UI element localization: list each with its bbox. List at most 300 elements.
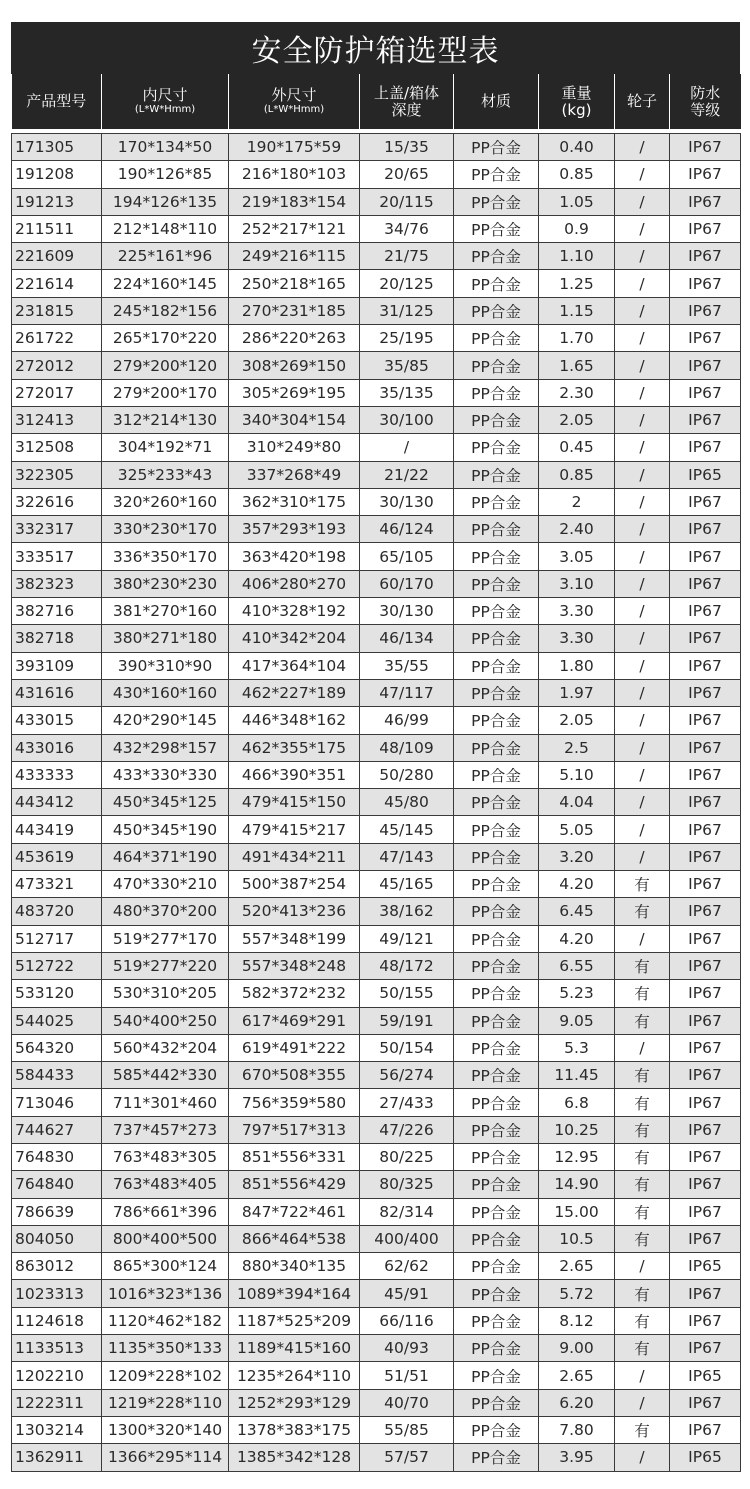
cell-model: 191208	[12, 161, 102, 188]
cell-outer-size: 1385*342*128	[229, 1444, 360, 1471]
cell-material: PP合金	[454, 789, 539, 816]
cell-weight: 1.97	[539, 679, 615, 706]
cell-weight: 9.00	[539, 1335, 615, 1362]
table-row	[12, 789, 741, 816]
header-weight: 重量 (kg)	[539, 74, 615, 129]
cell-waterproof: IP67	[670, 1007, 741, 1034]
cell-material: PP合金	[454, 761, 539, 788]
cell-depth: 50/154	[360, 1034, 454, 1061]
cell-outer-size: 362*310*175	[229, 488, 360, 515]
cell-model: 483720	[12, 898, 102, 925]
cell-wheels: /	[615, 625, 670, 652]
cell-inner-size: 380*230*230	[102, 570, 229, 597]
cell-outer-size: 406*280*270	[229, 570, 360, 597]
table-row	[12, 1143, 741, 1170]
cell-inner-size: 304*192*71	[102, 434, 229, 461]
header-wheels: 轮子	[615, 74, 670, 129]
cell-material: PP合金	[454, 1307, 539, 1334]
cell-material: PP合金	[454, 434, 539, 461]
cell-weight: 1.10	[539, 243, 615, 270]
cell-model: 1202210	[12, 1362, 102, 1389]
cell-weight: 0.85	[539, 161, 615, 188]
cell-model: 1124618	[12, 1307, 102, 1334]
cell-waterproof: IP67	[670, 707, 741, 734]
cell-depth: 65/105	[360, 543, 454, 570]
cell-material: PP合金	[454, 1171, 539, 1198]
cell-model: 382323	[12, 570, 102, 597]
cell-weight: 3.30	[539, 598, 615, 625]
cell-weight: 5.05	[539, 816, 615, 843]
cell-waterproof: IP67	[670, 1143, 741, 1170]
cell-depth: 80/225	[360, 1143, 454, 1170]
cell-material: PP合金	[454, 406, 539, 433]
cell-waterproof: IP67	[670, 543, 741, 570]
cell-material: PP合金	[454, 570, 539, 597]
cell-material: PP合金	[454, 1007, 539, 1034]
cell-wheels: 有	[615, 1225, 670, 1252]
table-row	[12, 1362, 741, 1389]
page-title: 安全防护箱选型表	[11, 22, 740, 74]
cell-waterproof: IP67	[670, 598, 741, 625]
cell-waterproof: IP67	[670, 297, 741, 324]
cell-inner-size: 737*457*273	[102, 1116, 229, 1143]
cell-model: 584433	[12, 1062, 102, 1089]
cell-depth: 47/143	[360, 843, 454, 870]
cell-wheels: /	[615, 161, 670, 188]
cell-weight: 1.25	[539, 270, 615, 297]
table-row	[12, 598, 741, 625]
cell-weight: 2.30	[539, 379, 615, 406]
cell-material: PP合金	[454, 516, 539, 543]
cell-material: PP合金	[454, 1062, 539, 1089]
cell-depth: 40/70	[360, 1389, 454, 1416]
cell-waterproof: IP65	[670, 1444, 741, 1471]
cell-depth: 66/116	[360, 1307, 454, 1334]
cell-waterproof: IP67	[670, 816, 741, 843]
cell-inner-size: 336*350*170	[102, 543, 229, 570]
cell-waterproof: IP67	[670, 406, 741, 433]
cell-inner-size: 1300*320*140	[102, 1416, 229, 1443]
cell-weight: 3.30	[539, 625, 615, 652]
cell-inner-size: 763*483*405	[102, 1171, 229, 1198]
cell-outer-size: 756*359*580	[229, 1089, 360, 1116]
table-row	[12, 734, 741, 761]
cell-material: PP合金	[454, 898, 539, 925]
cell-outer-size: 797*517*313	[229, 1116, 360, 1143]
cell-depth: 57/57	[360, 1444, 454, 1471]
cell-inner-size: 1366*295*114	[102, 1444, 229, 1471]
table-row	[12, 952, 741, 979]
cell-wheels: 有	[615, 1198, 670, 1225]
cell-inner-size: 190*126*85	[102, 161, 229, 188]
cell-model: 332317	[12, 516, 102, 543]
cell-inner-size: 450*345*190	[102, 816, 229, 843]
cell-wheels: /	[615, 761, 670, 788]
cell-outer-size: 1187*525*209	[229, 1307, 360, 1334]
cell-material: PP合金	[454, 1116, 539, 1143]
cell-depth: 48/172	[360, 952, 454, 979]
cell-inner-size: 265*170*220	[102, 325, 229, 352]
cell-model: 191213	[12, 188, 102, 215]
header-outer-size: 外尺寸 (L*W*Hmm)	[229, 74, 360, 129]
cell-outer-size: 286*220*263	[229, 325, 360, 352]
cell-model: 382718	[12, 625, 102, 652]
cell-wheels: 有	[615, 1280, 670, 1307]
cell-depth: 20/125	[360, 270, 454, 297]
cell-inner-size: 800*400*500	[102, 1225, 229, 1252]
cell-outer-size: 357*293*193	[229, 516, 360, 543]
cell-wheels: /	[615, 843, 670, 870]
cell-outer-size: 308*269*150	[229, 352, 360, 379]
cell-inner-size: 225*161*96	[102, 243, 229, 270]
cell-depth: 62/62	[360, 1253, 454, 1280]
cell-waterproof: IP67	[670, 1280, 741, 1307]
cell-outer-size: 1252*293*129	[229, 1389, 360, 1416]
cell-material: PP合金	[454, 1335, 539, 1362]
cell-depth: 45/165	[360, 871, 454, 898]
cell-weight: 5.23	[539, 980, 615, 1007]
cell-depth: 27/433	[360, 1089, 454, 1116]
table-row	[12, 1171, 741, 1198]
cell-model: 473321	[12, 871, 102, 898]
cell-outer-size: 410*342*204	[229, 625, 360, 652]
cell-weight: 3.20	[539, 843, 615, 870]
cell-inner-size: 560*432*204	[102, 1034, 229, 1061]
cell-inner-size: 245*182*156	[102, 297, 229, 324]
cell-weight: 14.90	[539, 1171, 615, 1198]
table-row	[12, 434, 741, 461]
cell-waterproof: IP67	[670, 1335, 741, 1362]
cell-wheels: /	[615, 270, 670, 297]
cell-material: PP合金	[454, 980, 539, 1007]
cell-depth: 35/55	[360, 652, 454, 679]
cell-weight: 2.65	[539, 1362, 615, 1389]
cell-model: 312508	[12, 434, 102, 461]
cell-wheels: /	[615, 488, 670, 515]
cell-depth: 30/130	[360, 598, 454, 625]
cell-wheels: /	[615, 379, 670, 406]
cell-model: 433333	[12, 761, 102, 788]
cell-depth: 400/400	[360, 1225, 454, 1252]
cell-outer-size: 216*180*103	[229, 161, 360, 188]
cell-depth: 59/191	[360, 1007, 454, 1034]
table-row	[12, 1062, 741, 1089]
cell-outer-size: 340*304*154	[229, 406, 360, 433]
cell-inner-size: 763*483*305	[102, 1143, 229, 1170]
cell-depth: 40/93	[360, 1335, 454, 1362]
cell-inner-size: 450*345*125	[102, 789, 229, 816]
header-depth: 上盖/箱体 深度	[360, 74, 454, 129]
cell-outer-size: 866*464*538	[229, 1225, 360, 1252]
cell-inner-size: 464*371*190	[102, 843, 229, 870]
cell-depth: 20/65	[360, 161, 454, 188]
cell-weight: 4.20	[539, 925, 615, 952]
header-row	[12, 74, 741, 129]
cell-model: 764830	[12, 1143, 102, 1170]
table-row	[12, 1444, 741, 1471]
cell-wheels: 有	[615, 1143, 670, 1170]
cell-model: 322616	[12, 488, 102, 515]
cell-depth: 38/162	[360, 898, 454, 925]
cell-model: 393109	[12, 652, 102, 679]
cell-model: 231815	[12, 297, 102, 324]
cell-weight: 10.5	[539, 1225, 615, 1252]
cell-outer-size: 617*469*291	[229, 1007, 360, 1034]
cell-waterproof: IP67	[670, 652, 741, 679]
cell-wheels: /	[615, 188, 670, 215]
cell-model: 431616	[12, 679, 102, 706]
cell-inner-size: 224*160*145	[102, 270, 229, 297]
header-model: 产品型号	[12, 74, 102, 129]
cell-wheels: 有	[615, 871, 670, 898]
cell-waterproof: IP67	[670, 352, 741, 379]
cell-inner-size: 786*661*396	[102, 1198, 229, 1225]
cell-inner-size: 1209*228*102	[102, 1362, 229, 1389]
table-row	[12, 871, 741, 898]
cell-outer-size: 219*183*154	[229, 188, 360, 215]
cell-wheels: 有	[615, 1007, 670, 1034]
cell-outer-size: 337*268*49	[229, 461, 360, 488]
cell-inner-size: 519*277*220	[102, 952, 229, 979]
cell-material: PP合金	[454, 1198, 539, 1225]
cell-outer-size: 190*175*59	[229, 134, 360, 161]
cell-waterproof: IP67	[670, 625, 741, 652]
table-row	[12, 1253, 741, 1280]
cell-inner-size: 380*271*180	[102, 625, 229, 652]
cell-waterproof: IP67	[670, 761, 741, 788]
cell-outer-size: 1189*415*160	[229, 1335, 360, 1362]
cell-weight: 9.05	[539, 1007, 615, 1034]
cell-waterproof: IP67	[670, 215, 741, 242]
cell-outer-size: 462*227*189	[229, 679, 360, 706]
cell-model: 453619	[12, 843, 102, 870]
cell-weight: 4.04	[539, 789, 615, 816]
table-row	[12, 980, 741, 1007]
cell-material: PP合金	[454, 952, 539, 979]
cell-wheels: 有	[615, 1171, 670, 1198]
cell-inner-size: 711*301*460	[102, 1089, 229, 1116]
cell-outer-size: 410*328*192	[229, 598, 360, 625]
cell-weight: 6.20	[539, 1389, 615, 1416]
cell-weight: 5.3	[539, 1034, 615, 1061]
cell-outer-size: 305*269*195	[229, 379, 360, 406]
cell-wheels: /	[615, 1389, 670, 1416]
cell-wheels: /	[615, 570, 670, 597]
cell-weight: 12.95	[539, 1143, 615, 1170]
cell-depth: 47/117	[360, 679, 454, 706]
cell-weight: 0.85	[539, 461, 615, 488]
cell-waterproof: IP67	[670, 379, 741, 406]
cell-wheels: /	[615, 297, 670, 324]
cell-wheels: /	[615, 461, 670, 488]
cell-waterproof: IP67	[670, 1198, 741, 1225]
cell-wheels: /	[615, 734, 670, 761]
cell-outer-size: 479*415*217	[229, 816, 360, 843]
cell-model: 221614	[12, 270, 102, 297]
cell-wheels: /	[615, 1253, 670, 1280]
cell-material: PP合金	[454, 488, 539, 515]
cell-outer-size: 851*556*331	[229, 1143, 360, 1170]
cell-material: PP合金	[454, 843, 539, 870]
cell-waterproof: IP65	[670, 1362, 741, 1389]
cell-model: 1023313	[12, 1280, 102, 1307]
cell-inner-size: 1120*462*182	[102, 1307, 229, 1334]
cell-waterproof: IP67	[670, 243, 741, 270]
cell-wheels: 有	[615, 1089, 670, 1116]
cell-depth: 31/125	[360, 297, 454, 324]
cell-outer-size: 249*216*115	[229, 243, 360, 270]
cell-wheels: 有	[615, 898, 670, 925]
table-row	[12, 188, 741, 215]
cell-waterproof: IP67	[670, 1307, 741, 1334]
cell-outer-size: 466*390*351	[229, 761, 360, 788]
cell-material: PP合金	[454, 1416, 539, 1443]
cell-weight: 6.8	[539, 1089, 615, 1116]
cell-weight: 8.12	[539, 1307, 615, 1334]
cell-waterproof: IP67	[670, 980, 741, 1007]
table-row	[12, 406, 741, 433]
cell-inner-size: 1016*323*136	[102, 1280, 229, 1307]
cell-weight: 1.15	[539, 297, 615, 324]
cell-material: PP合金	[454, 1034, 539, 1061]
cell-material: PP合金	[454, 1280, 539, 1307]
cell-material: PP合金	[454, 543, 539, 570]
cell-outer-size: 619*491*222	[229, 1034, 360, 1061]
cell-weight: 11.45	[539, 1062, 615, 1089]
cell-waterproof: IP67	[670, 1389, 741, 1416]
cell-waterproof: IP67	[670, 270, 741, 297]
cell-material: PP合金	[454, 1143, 539, 1170]
cell-weight: 2.05	[539, 406, 615, 433]
table-row	[12, 543, 741, 570]
cell-waterproof: IP67	[670, 898, 741, 925]
cell-waterproof: IP67	[670, 734, 741, 761]
cell-outer-size: 446*348*162	[229, 707, 360, 734]
cell-weight: 2.5	[539, 734, 615, 761]
cell-wheels: /	[615, 816, 670, 843]
cell-wheels: /	[615, 1034, 670, 1061]
cell-material: PP合金	[454, 379, 539, 406]
cell-outer-size: 1378*383*175	[229, 1416, 360, 1443]
cell-outer-size: 500*387*254	[229, 871, 360, 898]
cell-waterproof: IP67	[670, 134, 741, 161]
cell-depth: 21/75	[360, 243, 454, 270]
cell-waterproof: IP67	[670, 1416, 741, 1443]
table-row	[12, 379, 741, 406]
table-row	[12, 243, 741, 270]
cell-wheels: /	[615, 516, 670, 543]
cell-inner-size: 279*200*120	[102, 352, 229, 379]
table-header	[12, 74, 741, 129]
cell-wheels: /	[615, 789, 670, 816]
table-row	[12, 352, 741, 379]
cell-inner-size: 530*310*205	[102, 980, 229, 1007]
cell-inner-size: 390*310*90	[102, 652, 229, 679]
cell-depth: 82/314	[360, 1198, 454, 1225]
cell-material: PP合金	[454, 161, 539, 188]
table-row	[12, 1225, 741, 1252]
cell-model: 433016	[12, 734, 102, 761]
cell-outer-size: 557*348*248	[229, 952, 360, 979]
cell-depth: 60/170	[360, 570, 454, 597]
cell-inner-size: 432*298*157	[102, 734, 229, 761]
cell-model: 533120	[12, 980, 102, 1007]
cell-wheels: /	[615, 543, 670, 570]
cell-outer-size: 310*249*80	[229, 434, 360, 461]
cell-material: PP合金	[454, 215, 539, 242]
cell-model: 713046	[12, 1089, 102, 1116]
cell-inner-size: 325*233*43	[102, 461, 229, 488]
cell-model: 433015	[12, 707, 102, 734]
cell-weight: 10.25	[539, 1116, 615, 1143]
cell-outer-size: 270*231*185	[229, 297, 360, 324]
cell-inner-size: 381*270*160	[102, 598, 229, 625]
cell-wheels: 有	[615, 952, 670, 979]
cell-wheels: /	[615, 352, 670, 379]
cell-waterproof: IP67	[670, 434, 741, 461]
spec-sheet	[11, 22, 740, 1472]
header-material: 材质	[454, 74, 539, 129]
cell-weight: 2.05	[539, 707, 615, 734]
cell-depth: 45/91	[360, 1280, 454, 1307]
cell-inner-size: 585*442*330	[102, 1062, 229, 1089]
table-row	[12, 925, 741, 952]
cell-depth: 46/99	[360, 707, 454, 734]
table-row	[12, 134, 741, 161]
cell-model: 544025	[12, 1007, 102, 1034]
cell-model: 1303214	[12, 1416, 102, 1443]
cell-inner-size: 420*290*145	[102, 707, 229, 734]
cell-model: 804050	[12, 1225, 102, 1252]
cell-material: PP合金	[454, 461, 539, 488]
cell-depth: 80/325	[360, 1171, 454, 1198]
cell-weight: 1.05	[539, 188, 615, 215]
cell-waterproof: IP67	[670, 161, 741, 188]
cell-outer-size: 880*340*135	[229, 1253, 360, 1280]
cell-waterproof: IP67	[670, 570, 741, 597]
cell-material: PP合金	[454, 1444, 539, 1471]
cell-model: 744627	[12, 1116, 102, 1143]
cell-depth: 45/80	[360, 789, 454, 816]
cell-material: PP合金	[454, 270, 539, 297]
cell-depth: 35/135	[360, 379, 454, 406]
cell-inner-size: 312*214*130	[102, 406, 229, 433]
cell-waterproof: IP65	[670, 1253, 741, 1280]
cell-waterproof: IP67	[670, 789, 741, 816]
cell-weight: 1.70	[539, 325, 615, 352]
cell-depth: 50/280	[360, 761, 454, 788]
table-row	[12, 270, 741, 297]
cell-wheels: /	[615, 1362, 670, 1389]
cell-depth: /	[360, 434, 454, 461]
cell-outer-size: 670*508*355	[229, 1062, 360, 1089]
table-row	[12, 1307, 741, 1334]
table-row	[12, 1198, 741, 1225]
cell-model: 272017	[12, 379, 102, 406]
cell-model: 382716	[12, 598, 102, 625]
cell-model: 863012	[12, 1253, 102, 1280]
cell-weight: 5.72	[539, 1280, 615, 1307]
table-row	[12, 461, 741, 488]
cell-depth: 25/195	[360, 325, 454, 352]
cell-inner-size: 212*148*110	[102, 215, 229, 242]
cell-inner-size: 320*260*160	[102, 488, 229, 515]
cell-waterproof: IP67	[670, 871, 741, 898]
cell-weight: 1.80	[539, 652, 615, 679]
cell-model: 443412	[12, 789, 102, 816]
cell-model: 322305	[12, 461, 102, 488]
table-row	[12, 1116, 741, 1143]
